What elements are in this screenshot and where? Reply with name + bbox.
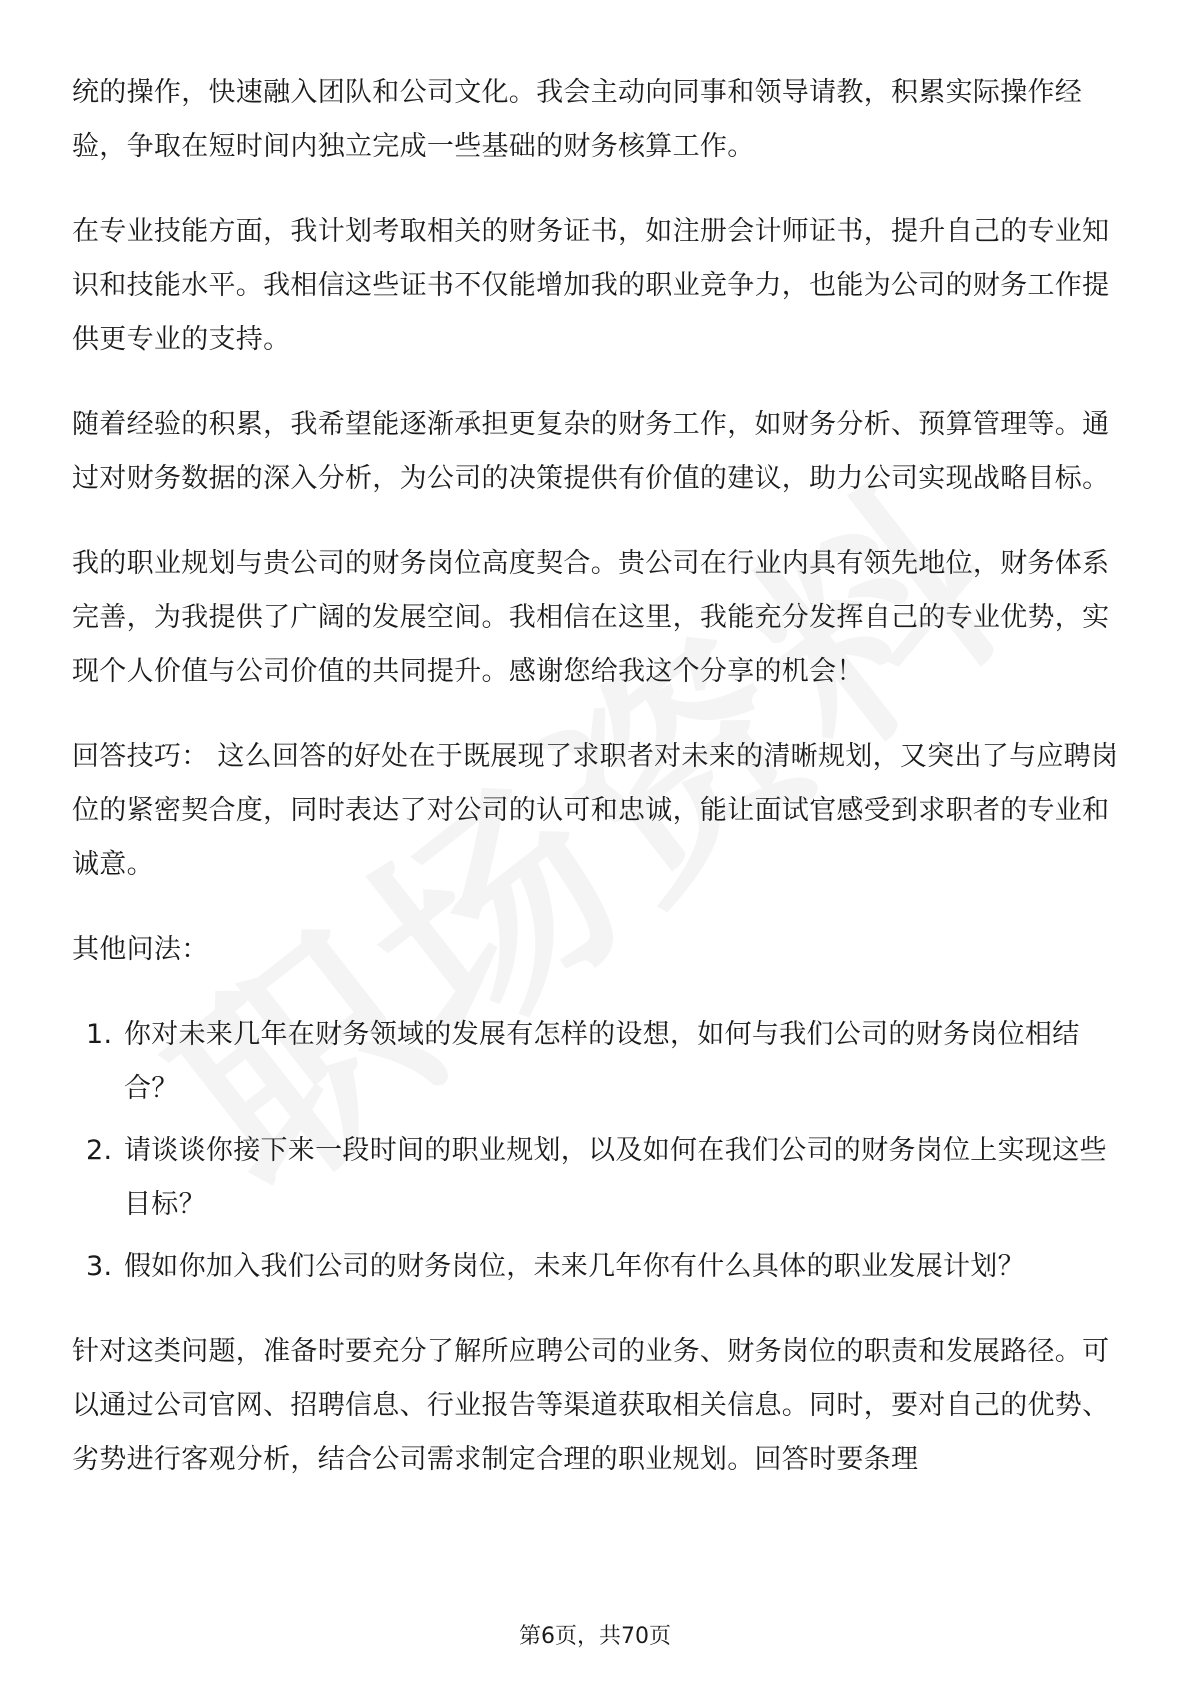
document-body	[72, 66, 1122, 1518]
paragraph-2: 在专业技能方面，我计划考取相关的财务证书，如注册会计师证书，提升自己的专业知识和技能水平。我相信这些证书不仅能增加我的职业竞争力，也能为公司的财务工作提供更专业的支持。	[72, 216, 1110, 355]
other-questions-heading: 其他问法：	[72, 934, 209, 965]
paragraph-4: 我的职业规划与贵公司的财务岗位高度契合。贵公司在行业内具有领先地位，财务体系完善，为我提供了广阔的发展空间。我相信在这里，我能充分发挥自己的专业优势，实现个人价值与公司价值的共同提升。感谢您给我这个分享的机会！	[72, 548, 1110, 687]
list-item	[72, 1240, 1122, 1294]
list-item	[72, 1008, 1122, 1116]
list-item-text: 请谈谈你接下来一段时间的职业规划，以及如何在我们公司的财务岗位上实现这些目标？	[124, 1135, 1107, 1220]
list-item-text: 假如你加入我们公司的财务岗位，未来几年你有什么具体的职业发展计划？	[124, 1251, 1025, 1282]
paragraph-1: 统的操作，快速融入团队和公司文化。我会主动向同事和领导请教，积累实际操作经验，争取在短时间内独立完成一些基础的财务核算工作。	[72, 77, 1083, 162]
list-item-number: 3.	[86, 1251, 113, 1282]
paragraph-3: 随着经验的积累，我希望能逐渐承担更复杂的财务工作，如财务分析、预算管理等。通过对财务数据的深入分析，为公司的决策提供有价值的建议，助力公司实现战略目标。	[72, 409, 1110, 494]
page-number-footer: 第6页，共70页	[519, 1624, 671, 1649]
list-item-number: 1.	[86, 1019, 113, 1050]
other-questions-list	[72, 1008, 1122, 1294]
list-item-text: 你对未来几年在财务领域的发展有怎样的设想，如何与我们公司的财务岗位相结合？	[124, 1019, 1080, 1104]
answer-tip-paragraph: 回答技巧： 这么回答的好处在于既展现了求职者对未来的清晰规划，又突出了与应聘岗位的紧密契合度，同时表达了对公司的认可和忠诚，能让面试官感受到求职者的专业和诚意。	[72, 741, 1119, 880]
list-item	[72, 1124, 1122, 1232]
closing-paragraph: 针对这类问题，准备时要充分了解所应聘公司的业务、财务岗位的职责和发展路径。可以通过公司官网、招聘信息、行业报告等渠道获取相关信息。同时，要对自己的优势、劣势进行客观分析，结合公司需求制定合理的职业规划。回答时要条理	[72, 1336, 1110, 1475]
list-item-number: 2.	[86, 1135, 113, 1166]
